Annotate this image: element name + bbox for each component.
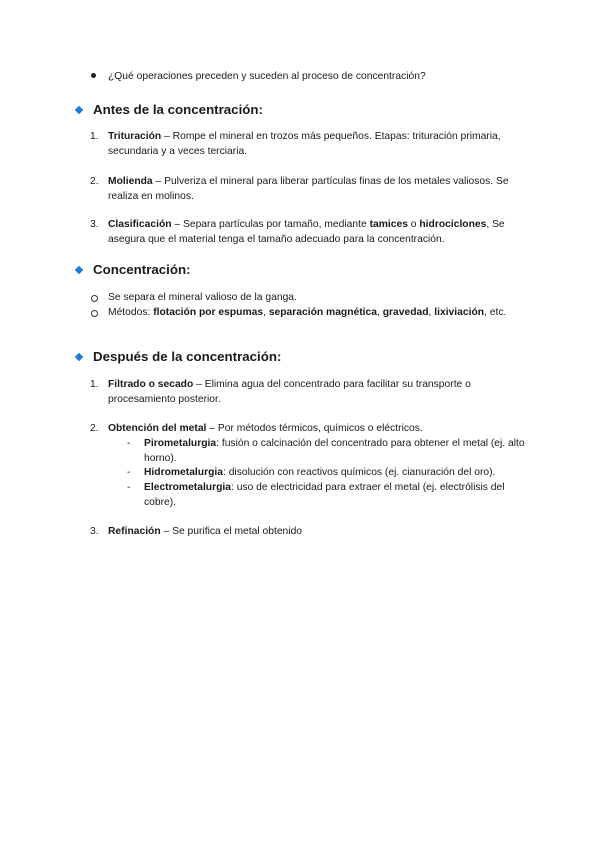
sub-list-item: Hidrometalurgia: disolución con reactivos químicos (ej. cianuración del oro).	[144, 467, 496, 478]
diamond-bullet-icon	[75, 266, 83, 274]
dash-bullet: -	[127, 467, 131, 478]
sub-list-item: Pirometalurgia: fusión o calcinación del concentrado para obtener el metal (ej. alto horno).	[144, 438, 525, 464]
dash-bullet: -	[127, 438, 131, 449]
sub-list-item: Electrometalurgia: uso de electricidad para extraer el metal (ej. electrólisis del cobre).	[144, 482, 505, 508]
circle-bullet-icon	[91, 295, 98, 302]
intro-question: ¿Qué operaciones preceden y suceden al proceso de concentración?	[108, 71, 426, 82]
diamond-bullet-icon	[75, 106, 83, 114]
bullet-dot	[91, 73, 96, 78]
circle-bullet-icon	[91, 310, 98, 317]
document-page: ¿Qué operaciones preceden y suceden al proceso de concentración? Antes de la concentración: 1. Trituración – Rompe el mineral en trozos más pequeños. Etapas: trituración primaria, secundaria y a veces terciaria. 2. Molienda – Pulveriza el mineral para liberar partículas finas de los metales valiosos. Se realiza en molinos. 3. Clasificación – Separa partículas por tamaño, mediante tamices o hidrociclones, Se asegura que el material tenga el tamaño adecuado para la concentración. Concentración: Se separa el mineral valioso de la ganga. Métodos: flotación por espumas, separación magnética, gravedad, lixiviación, etc. Después de la concentración: 1. Filtrado o secado – Elimina agua del concentrado para facilitar su transporte o procesamiento posterior. 2. Obtención del metal – Por métodos térmicos, químicos o eléctricos. - Pirometalurgia: fusión o calcinación del concentrado para obtener el metal (ej. alto horno). - Hidrometalurgia: disolución con reactivos químicos (ej. cianuración del oro). - Electrometalurgia: uso de electricidad para extraer el metal (ej. electrólisis del cobre). 3. Refinación – Se purifica el metal obtenido	[0, 0, 600, 848]
diamond-bullet-icon	[75, 353, 83, 361]
dash-bullet: -	[127, 482, 131, 493]
list-item: Se separa el mineral valioso de la ganga.	[108, 292, 297, 303]
list-item: Métodos: flotación por espumas, separación magnética, gravedad, lixiviación, etc.	[108, 307, 507, 318]
